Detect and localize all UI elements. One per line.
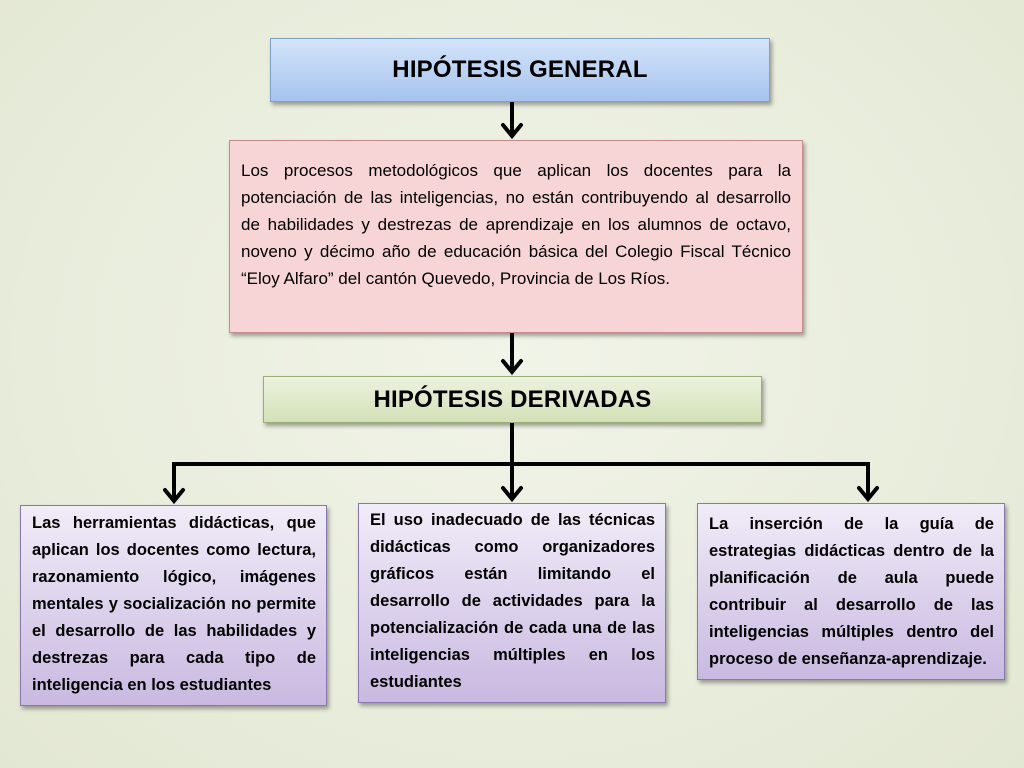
arrowhead-derived-to-middle	[503, 488, 521, 499]
derived-hypothesis-1-text: Las herramientas didácticas, que aplican los docentes como lectura, razonamiento lógico, imágenes mentales y socialización no permite el desarrollo de las habilidades y destrezas para cada tipo de inteligencia en los estudiantes	[32, 514, 316, 694]
arrowhead-statement-to-derived	[503, 361, 521, 372]
general-hypothesis-statement-box	[229, 140, 803, 333]
derived-hypothesis-2-box	[358, 503, 666, 703]
derived-hypotheses-title: HIPÓTESIS DERIVADAS	[373, 385, 652, 413]
general-hypothesis-title: HIPÓTESIS GENERAL	[392, 56, 648, 83]
arrowhead-general-to-statement	[503, 125, 521, 136]
general-hypothesis-header	[270, 38, 770, 102]
general-hypothesis-statement: Los procesos metodológicos que aplican los docentes para la potenciación de las inteligencias, no están contribuyendo al desarrollo de habilidades y destrezas de aprendizaje en los alumnos de octavo, noveno y décimo año de educación básica del Colegio Fiscal Técnico “Eloy Alfaro” del cantón Quevedo, Provincia de Los Ríos.	[241, 161, 791, 288]
derived-hypothesis-2-text: El uso inadecuado de las técnicas didácticas como organizadores gráficos están limitando el desarrollo de actividades para la potencialización de cada una de las inteligencias múltiples en los estudiantes	[370, 511, 655, 691]
derived-hypothesis-3-box	[697, 503, 1005, 680]
arrowhead-to-right-item	[859, 488, 877, 499]
derived-hypothesis-1-box	[20, 505, 327, 706]
derived-hypothesis-3-text: La inserción de la guía de estrategias didácticas dentro de la planificación de aula puede contribuir al desarrollo de las inteligencias múltiples dentro del proceso de enseñanza-aprendizaje.	[709, 515, 994, 668]
derived-hypotheses-header	[263, 376, 762, 423]
arrowhead-to-left-item	[165, 490, 183, 501]
